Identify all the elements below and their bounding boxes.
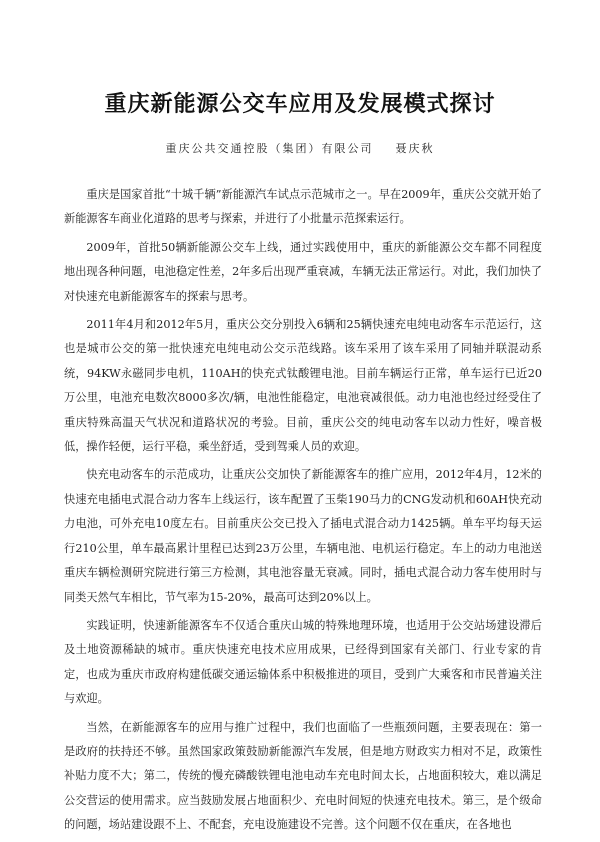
author-name: 聂庆秋 [395, 142, 435, 155]
paragraph: 2009年，首批50辆新能源公交车上线，通过实践使用中，重庆的新能源公交车都不同程度地出现各种问题，电池稳定性差，2年多后出现严重衰减，车辆无法正常运行。对此，我们加快了对快速充电新能源客车的探索与思考。 [64, 240, 542, 303]
paragraph: 实践证明，快速新能源客车不仅适合重庆山城的特殊地理环境，也适用于公交站场建设滞后及土地资源稀缺的城市。重庆快速充电技术应用成果，已经得到国家有关部门、行业专家的肯定，也成为重庆市政府构建低碳交通运输体系中积极推进的项目，受到广大乘客和市民普遍关注与欢迎。 [64, 618, 542, 706]
paragraph: 2011年4月和2012年5月，重庆公交分别投入6辆和25辆快速充电纯电动客车示范运行，这也是城市公交的第一批快速充电纯电动公交示范线路。该车采用了该车采用了同轴并联混动系统，94KW永磁同步电机，110AH的快充式钛酸锂电池。目前车辆运行正常，单车运行已近20万公里，电池充电数次8000多次/辆，电池性能稳定，电池衰减很低。动力电池也经过经受住了重庆特殊高温天气状况和道路状况的考验。目前，重庆公交的纯电动客车以动力性好，噪音极低，操作轻便，运行平稳，乘坐舒适，受到驾乘人员的欢迎。 [64, 318, 542, 454]
byline [0, 140, 600, 156]
article-body [64, 183, 542, 842]
author-affiliation: 重庆公共交通控股（集团）有限公司 [165, 142, 374, 155]
paragraph: 当然，在新能源客车的应用与推广过程中，我们也面临了一些瓶颈问题，主要表现在：第一是政府的扶持还不够。虽然国家政策鼓励新能源汽车发展，但是地方财政实力相对不足，政策性补贴力度不大；第二，传统的慢充磷酸铁锂电池电动车充电时间太长，占地面积较大，难以满足公交营运的使用需求。应当鼓励发展占地面积少、充电时间短的快速充电技术。第三，是个级命的问题，场站建设跟不上、不配套，充电设施建设不完善。这个问题不仅在重庆，在各地也 [64, 720, 542, 832]
article-title: 重庆新能源公交车应用及发展模式探讨 [104, 92, 496, 117]
paragraph: 重庆是国家首批“十城千辆”新能源汽车试点示范城市之一。早在2009年，重庆公交就开始了新能源客车商业化道路的思考与探索，并进行了小批量示范探索运行。 [64, 188, 542, 226]
paragraph: 快充电动客车的示范成功，让重庆公交加快了新能源客车的推广应用，2012年4月，12米的快速充电插电式混合动力客车上线运行，该车配置了玉柴190马力的CNG发动机和60AH快充动力电池，可外充电10度左右。目前重庆公交已投入了插电式混合动力1425辆。单车平均每天运行210公里，单车最高累计里程已达到23万公里，车辆电池、电机运行稳定。车上的动力电池送重庆车辆检测研究院进行第三方检测，其电池容量无衰减。同时，插电式混合动力客车使用时与同类天然气车相比，节气率为15-20%，最高可达到20%以上。 [64, 468, 542, 604]
